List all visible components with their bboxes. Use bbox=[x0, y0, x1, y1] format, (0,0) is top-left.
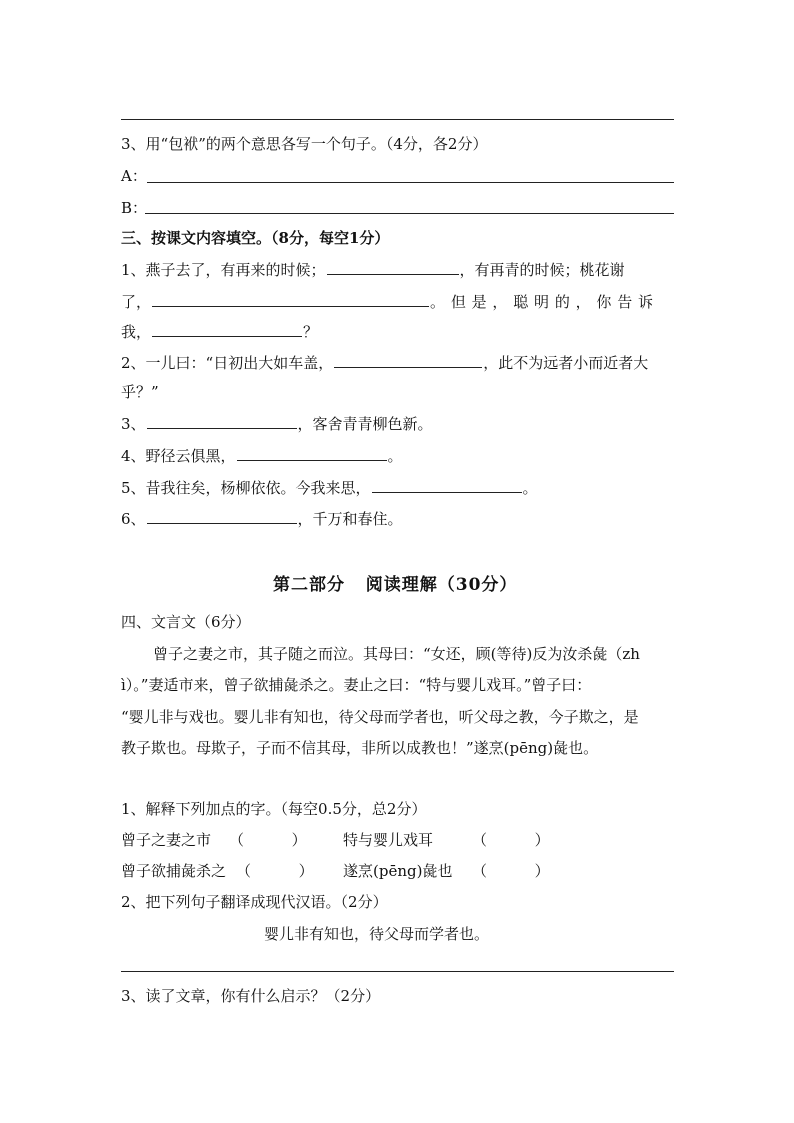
passage-line-2: ì）。”妻适市来，曾子欲捕彘杀之。妻止之曰：“特与婴儿戏耳。”曾子曰： bbox=[121, 676, 592, 694]
answer-b-label: B： bbox=[121, 199, 148, 217]
passage-line-1: 曾子之妻之市，其子随之而泣。其母曰：“女还，顾(等待)反为汝杀彘（zh bbox=[153, 645, 640, 663]
answer-b-line[interactable] bbox=[145, 213, 674, 214]
fill-line-4 bbox=[121, 353, 648, 373]
fill-blank[interactable] bbox=[147, 509, 297, 524]
question-4-2: 2、把下列句子翻译成现代汉语。（2分） bbox=[121, 893, 388, 911]
passage-line-3: “婴儿非与戏也。婴儿非有知也，待父母而学者也，听父母之教，今子欺之，是 bbox=[121, 708, 639, 726]
section-3-heading: 三、按课文内容填空。（8分，每空1分） bbox=[121, 229, 390, 247]
fill-line-8 bbox=[121, 478, 538, 498]
fill-text: 3、 bbox=[121, 415, 146, 433]
fill-text: 。但是，聪明的，你告诉 bbox=[430, 293, 659, 311]
explain-item-4: 遂烹(pēng)彘也 bbox=[343, 862, 453, 880]
fill-line-7 bbox=[121, 446, 403, 466]
passage-line-4: 教子欺也。母欺子，子而不信其母，非所以成教也！”遂烹(pēng)彘也。 bbox=[121, 739, 599, 757]
section-4-heading: 四、文言文（6分） bbox=[121, 613, 251, 631]
fill-text: 。 bbox=[522, 479, 538, 497]
fill-line-9 bbox=[121, 509, 403, 529]
fill-text: 我， bbox=[121, 323, 152, 341]
explain-item-3: 曾子欲捕彘杀之 bbox=[121, 862, 227, 880]
fill-text: 。 bbox=[387, 447, 403, 465]
fill-blank[interactable] bbox=[237, 446, 387, 461]
part-2-title: 第二部分 阅读理解（30分） bbox=[273, 575, 518, 595]
explain-item-2: 特与婴儿戏耳 bbox=[343, 831, 434, 849]
fill-text: 4、野径云俱黑， bbox=[121, 447, 236, 465]
fill-text: 了， bbox=[121, 293, 152, 311]
fill-blank[interactable] bbox=[334, 353, 482, 368]
fill-text: 5、昔我往矣，杨柳依依。今我来思， bbox=[121, 479, 371, 497]
fill-line-2 bbox=[121, 292, 659, 312]
translate-answer-line[interactable] bbox=[121, 971, 674, 972]
fill-line-3 bbox=[121, 322, 318, 342]
answer-paren-3[interactable]: （ ） bbox=[236, 862, 314, 880]
fill-line-6 bbox=[121, 414, 433, 434]
fill-text: ，客舍青青柳色新。 bbox=[297, 415, 433, 433]
answer-paren-1[interactable]: （ ） bbox=[229, 831, 307, 849]
fill-blank[interactable] bbox=[152, 322, 302, 337]
fill-text: ，此不为远者小而近者大 bbox=[483, 354, 649, 372]
fill-blank[interactable] bbox=[147, 414, 297, 429]
question-4-1: 1、解释下列加点的字。（每空0.5分，总2分） bbox=[121, 800, 427, 818]
fill-text: ，千万和春住。 bbox=[297, 510, 403, 528]
answer-paren-4[interactable]: （ ） bbox=[472, 862, 550, 880]
answer-a-label: A： bbox=[121, 167, 147, 185]
question-3-baofu: 3、用“包袱”的两个意思各写一个句子。（4分，各2分） bbox=[121, 135, 488, 153]
fill-text: ，有再青的时候；桃花谢 bbox=[459, 261, 625, 279]
translate-sentence: 婴儿非有知也，待父母而学者也。 bbox=[264, 925, 490, 943]
fill-text: ？ bbox=[303, 323, 319, 341]
fill-blank[interactable] bbox=[152, 292, 429, 307]
fill-text: 6、 bbox=[121, 510, 146, 528]
fill-line-5: 乎？” bbox=[121, 383, 159, 401]
fill-text: 2、一儿曰：“日初出大如车盖， bbox=[121, 354, 334, 372]
question-4-3: 3、读了文章，你有什么启示？（2分） bbox=[121, 987, 381, 1005]
answer-line-top bbox=[121, 119, 674, 120]
answer-paren-2[interactable]: （ ） bbox=[472, 831, 550, 849]
answer-a-line[interactable] bbox=[147, 182, 674, 183]
explain-item-1: 曾子之妻之市 bbox=[121, 831, 212, 849]
fill-line-1 bbox=[121, 260, 625, 280]
fill-blank[interactable] bbox=[372, 478, 522, 493]
fill-text: 1、燕子去了，有再来的时候； bbox=[121, 261, 326, 279]
fill-blank[interactable] bbox=[327, 260, 459, 275]
